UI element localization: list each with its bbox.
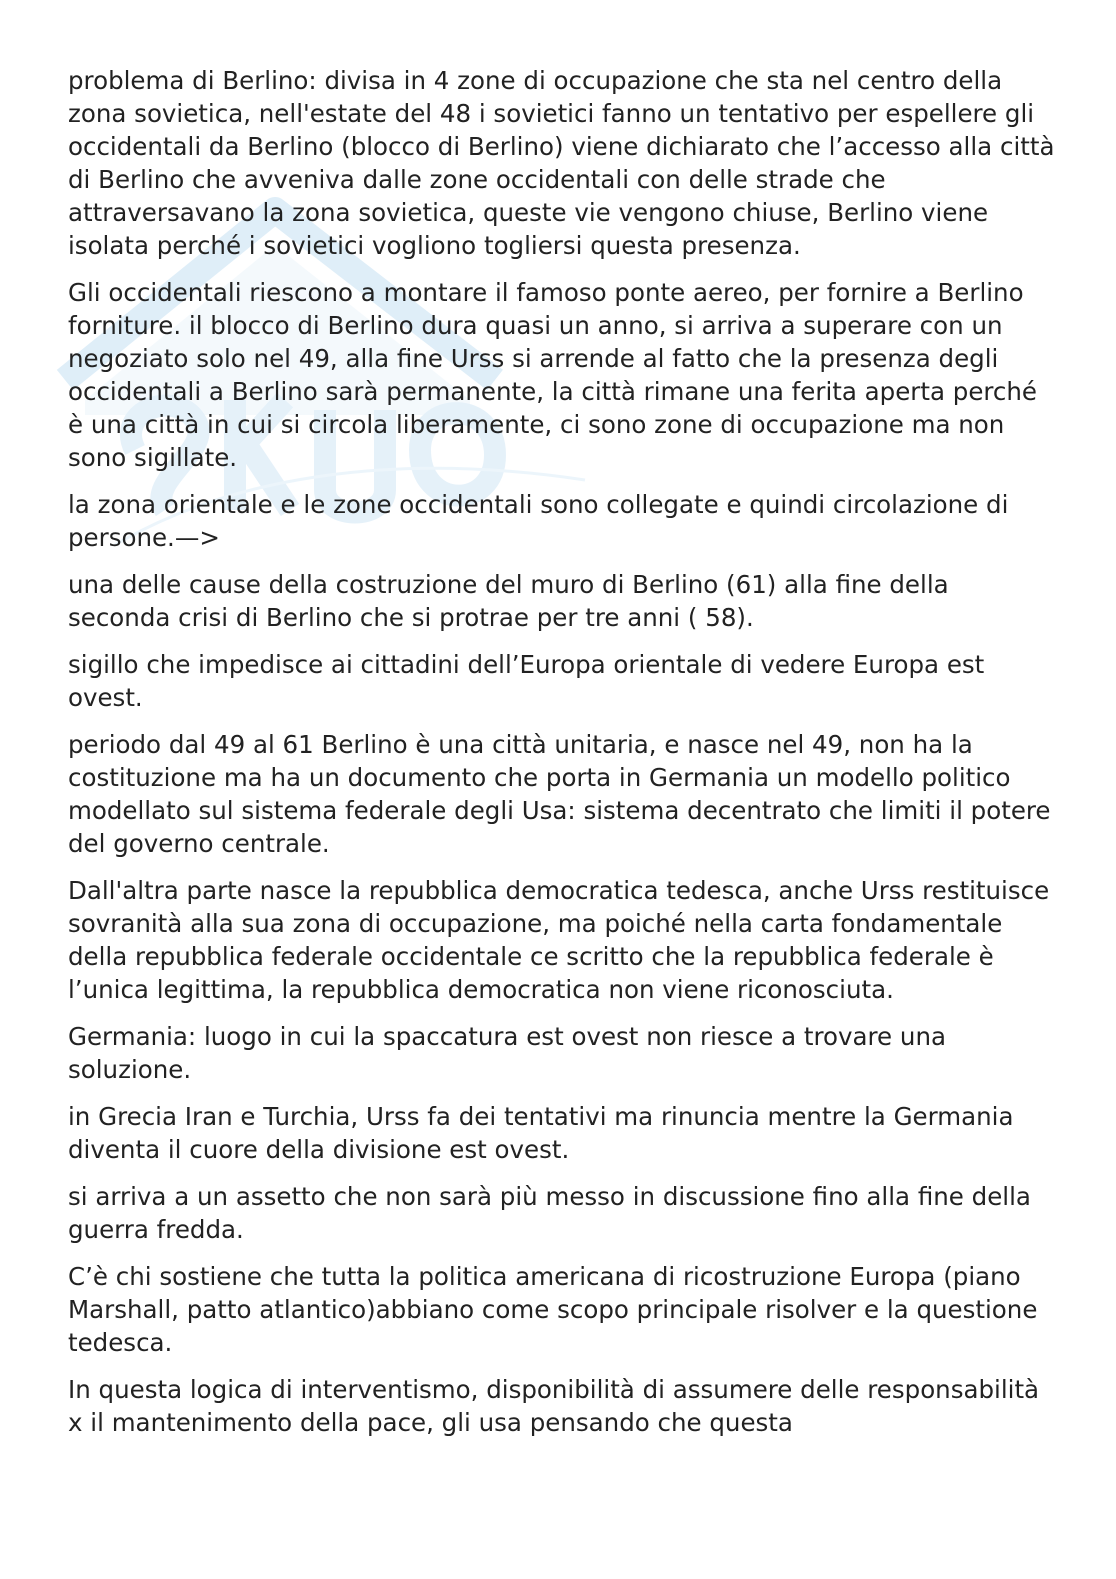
paragraph: Gli occidentali riescono a montare il famoso ponte aereo, per fornire a Berlino forniture. il blocco di Berlino dura quasi un anno, si arriva a superare con un negoziato solo nel 49, alla fine Urss si arrende al fatto che la presenza degli occidentali a Berlino sarà permanente, la città rimane una ferita aperta perché è una città in cui si circola liberamente, ci sono zone di occupazione ma non sono sigillate. xyxy=(68,278,1038,472)
paragraph: Dall'altra parte nasce la repubblica democratica tedesca, anche Urss restituisce sovranità alla sua zona di occupazione, ma poiché nella carta fondamentale della repubblica federale occidentale ce scritto che la repubblica federale è l’unica legittima, la repubblica democratica non viene riconosciuta. xyxy=(68,876,1050,1004)
paragraph: problema di Berlino: divisa in 4 zone di occupazione che sta nel centro della zona sovietica, nell'estate del 48 i sovietici fanno un tentativo per espellere gli occidentali da Berlino (blocco di Berlino) viene dichiarato che l’accesso alla città di Berlino che avveniva dalle zone occidentali con delle strade che attraversavano la zona sovietica, queste vie vengono chiuse, Berlino viene isolata perché i sovietici vogliono togliersi questa presenza. xyxy=(68,66,1055,260)
paragraph: in Grecia Iran e Turchia, Urss fa dei tentativi ma rinuncia mentre la Germania diventa il cuore della divisione est ovest. xyxy=(68,1102,1014,1164)
paragraph: C’è chi sostiene che tutta la politica americana di ricostruzione Europa (piano Marshall, patto atlantico)abbiano come scopo principale risolver e la questione tedesca. xyxy=(68,1262,1038,1357)
paragraph: si arriva a un assetto che non sarà più messo in discussione fino alla fine della guerra fredda. xyxy=(68,1182,1031,1244)
paragraph: la zona orientale e le zone occidentali sono collegate e quindi circolazione di persone.—> xyxy=(68,490,1009,552)
paragraph: periodo dal 49 al 61 Berlino è una città unitaria, e nasce nel 49, non ha la costituzione ma ha un documento che porta in Germania un modello politico modellato sul sistema federale degli Usa: sistema decentrato che limiti il potere del governo centrale. xyxy=(68,730,1051,858)
document-body xyxy=(68,64,1058,1453)
paragraph: In questa logica di interventismo, disponibilità di assumere delle responsabilità x il mantenimento della pace, gli usa pensando che questa xyxy=(68,1375,1040,1437)
paragraph: Germania: luogo in cui la spaccatura est ovest non riesce a trovare una soluzione. xyxy=(68,1022,946,1084)
paragraph: una delle cause della costruzione del muro di Berlino (61) alla fine della seconda crisi di Berlino che si protrae per tre anni ( 58). xyxy=(68,570,949,632)
paragraph: sigillo che impedisce ai cittadini dell’Europa orientale di vedere Europa est ovest. xyxy=(68,650,985,712)
